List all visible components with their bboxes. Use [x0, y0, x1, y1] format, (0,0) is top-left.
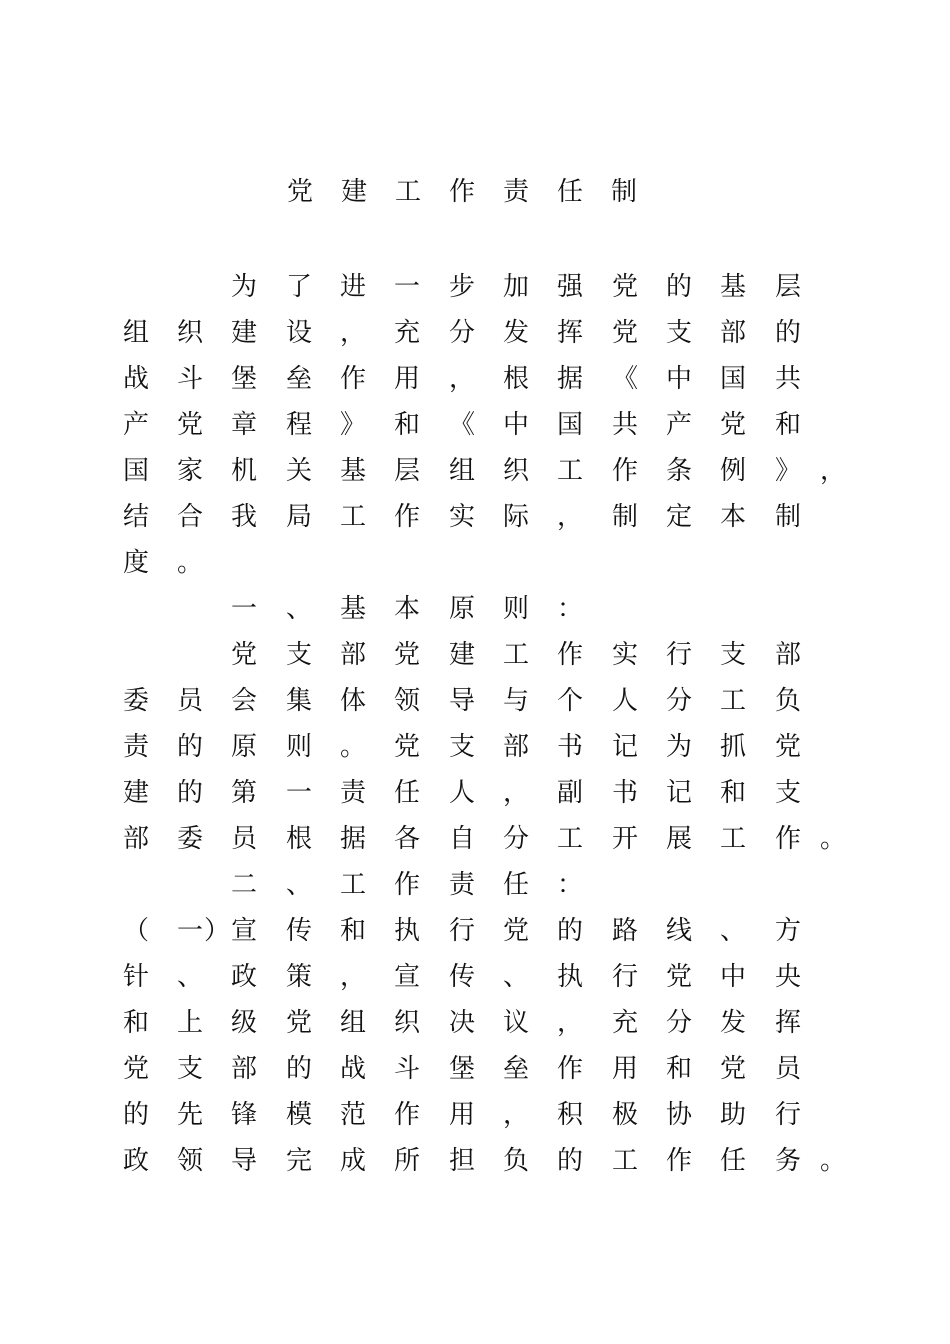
character: 助 — [719, 1100, 746, 1130]
character: 人 — [448, 778, 475, 808]
character: 任 — [719, 1146, 746, 1176]
character: 步 — [448, 272, 475, 302]
character: 个 — [556, 686, 583, 716]
character: 部 — [339, 640, 366, 670]
character: 垒 — [285, 364, 312, 394]
character: 书 — [556, 732, 583, 762]
character: 员 — [176, 686, 203, 716]
character: 织 — [393, 1008, 420, 1038]
character: 作 — [393, 502, 420, 532]
character: 一 — [393, 272, 420, 302]
character: 模 — [285, 1100, 312, 1130]
character: 党 — [502, 916, 529, 946]
character: 则 — [285, 732, 312, 762]
character: 党 — [611, 318, 638, 348]
character: 部 — [230, 1054, 257, 1084]
character: 责 — [339, 778, 366, 808]
character: 执 — [393, 916, 420, 946]
character: 展 — [665, 824, 692, 854]
character: 中 — [665, 364, 692, 394]
character: 宣 — [393, 962, 420, 992]
character: 第 — [230, 778, 257, 808]
character: 分 — [665, 1008, 692, 1038]
character: 的 — [122, 1100, 149, 1130]
character: 原 — [230, 732, 257, 762]
character: 、 — [719, 916, 746, 946]
character: 极 — [611, 1100, 638, 1130]
character: 。 — [176, 548, 203, 578]
character: 党 — [230, 640, 257, 670]
character: 。 — [819, 1146, 846, 1176]
body-line — [0, 264, 950, 310]
character: 斗 — [176, 364, 203, 394]
character: 央 — [774, 962, 801, 992]
character: 发 — [719, 1008, 746, 1038]
character: 的 — [556, 916, 583, 946]
character: 党 — [719, 410, 746, 440]
body-line — [0, 402, 950, 448]
character: 党 — [665, 962, 692, 992]
character: 集 — [285, 686, 312, 716]
character: 的 — [774, 318, 801, 348]
body-line — [0, 448, 950, 494]
character: 作 — [339, 364, 366, 394]
character: 会 — [230, 686, 257, 716]
body-line — [0, 356, 950, 402]
character: 和 — [339, 916, 366, 946]
character: 用 — [393, 364, 420, 394]
character: 产 — [122, 410, 149, 440]
character: 本 — [719, 502, 746, 532]
character: 例 — [719, 456, 746, 486]
character: 记 — [611, 732, 638, 762]
character: 抓 — [719, 732, 746, 762]
character: 传 — [285, 916, 312, 946]
character: 章 — [230, 410, 257, 440]
character: 作 — [611, 456, 638, 486]
character: 的 — [176, 732, 203, 762]
character: 基 — [719, 272, 746, 302]
character: 我 — [230, 502, 257, 532]
character: 路 — [611, 916, 638, 946]
character: 挥 — [556, 318, 583, 348]
character: 决 — [448, 1008, 475, 1038]
character: 部 — [774, 640, 801, 670]
character: 战 — [339, 1054, 366, 1084]
character: 一 — [285, 778, 312, 808]
character: 担 — [448, 1146, 475, 1176]
body-line — [0, 540, 950, 586]
character: 条 — [665, 456, 692, 486]
character: 部 — [502, 732, 529, 762]
character: 自 — [448, 824, 475, 854]
character: 共 — [611, 410, 638, 440]
character: 党 — [719, 1054, 746, 1084]
body-line — [0, 954, 950, 1000]
character: 为 — [230, 272, 257, 302]
character: 发 — [502, 318, 529, 348]
character: 定 — [665, 502, 692, 532]
character: 党 — [122, 1054, 149, 1084]
character: 党 — [774, 732, 801, 762]
character: ， — [556, 1008, 583, 1038]
body-line — [0, 908, 950, 954]
character: 的 — [285, 1054, 312, 1084]
character: 协 — [665, 1100, 692, 1130]
character: 工 — [611, 1146, 638, 1176]
character: 组 — [448, 456, 475, 486]
character: 共 — [774, 364, 801, 394]
character: 、 — [502, 962, 529, 992]
character: 本 — [393, 594, 420, 624]
character: 度 — [122, 548, 149, 578]
character: 的 — [176, 778, 203, 808]
character: 行 — [611, 962, 638, 992]
body-line — [0, 494, 950, 540]
character: 分 — [448, 318, 475, 348]
body-line — [0, 310, 950, 356]
document-title: 党建工作责任制 — [287, 177, 666, 207]
character: 行 — [448, 916, 475, 946]
character: 执 — [556, 962, 583, 992]
character: 强 — [556, 272, 583, 302]
character: 的 — [665, 272, 692, 302]
character: 政 — [122, 1146, 149, 1176]
character: ） — [203, 916, 230, 946]
character: 据 — [339, 824, 366, 854]
character: 组 — [339, 1008, 366, 1038]
body-line — [0, 724, 950, 770]
character: 议 — [502, 1008, 529, 1038]
body-line — [0, 816, 950, 862]
character: 实 — [448, 502, 475, 532]
character: 挥 — [774, 1008, 801, 1038]
character: 针 — [122, 962, 149, 992]
character: 制 — [774, 502, 801, 532]
character: 基 — [339, 594, 366, 624]
character: 党 — [393, 640, 420, 670]
character: 局 — [285, 502, 312, 532]
character: 斗 — [393, 1054, 420, 1084]
character: 组 — [122, 318, 149, 348]
character: 国 — [122, 456, 149, 486]
character: 部 — [719, 318, 746, 348]
character: 织 — [502, 456, 529, 486]
character: 工 — [556, 456, 583, 486]
character: 开 — [611, 824, 638, 854]
character: 加 — [502, 272, 529, 302]
character: 建 — [230, 318, 257, 348]
character: 支 — [285, 640, 312, 670]
character: 中 — [502, 410, 529, 440]
character: 委 — [176, 824, 203, 854]
character: ： — [556, 870, 583, 900]
character: 结 — [122, 502, 149, 532]
character: 员 — [774, 1054, 801, 1084]
character: 作 — [665, 1146, 692, 1176]
character: 建 — [122, 778, 149, 808]
character: ， — [339, 318, 366, 348]
character: 用 — [448, 1100, 475, 1130]
character: 作 — [393, 1100, 420, 1130]
character: 负 — [774, 686, 801, 716]
character: 任 — [393, 778, 420, 808]
body-line — [0, 632, 950, 678]
character: 际 — [502, 502, 529, 532]
character: 堡 — [230, 364, 257, 394]
character: 原 — [448, 594, 475, 624]
body-line — [0, 1092, 950, 1138]
character: 充 — [611, 1008, 638, 1038]
character: 据 — [556, 364, 583, 394]
character: 合 — [176, 502, 203, 532]
character: ， — [819, 456, 846, 486]
character: 范 — [339, 1100, 366, 1130]
character: 支 — [719, 640, 746, 670]
character: 方 — [774, 916, 801, 946]
character: 完 — [285, 1146, 312, 1176]
character: 设 — [285, 318, 312, 348]
character: 成 — [339, 1146, 366, 1176]
character: 关 — [285, 456, 312, 486]
character: 上 — [176, 1008, 203, 1038]
character: 层 — [393, 456, 420, 486]
character: 分 — [665, 686, 692, 716]
character: 工 — [502, 640, 529, 670]
character: 了 — [285, 272, 312, 302]
character: 和 — [719, 778, 746, 808]
character: ， — [502, 1100, 529, 1130]
character: 责 — [122, 732, 149, 762]
body-line — [0, 586, 950, 632]
character: 负 — [502, 1146, 529, 1176]
character: 战 — [122, 364, 149, 394]
character: 国 — [719, 364, 746, 394]
character: 作 — [556, 640, 583, 670]
character: 先 — [176, 1100, 203, 1130]
character: ， — [448, 364, 475, 394]
character: 人 — [611, 686, 638, 716]
character: 支 — [774, 778, 801, 808]
body-line — [0, 1046, 950, 1092]
character: 基 — [339, 456, 366, 486]
character: 支 — [176, 1054, 203, 1084]
character: 堡 — [448, 1054, 475, 1084]
character: 国 — [556, 410, 583, 440]
character: 家 — [176, 456, 203, 486]
character: 领 — [393, 686, 420, 716]
character: 》 — [339, 410, 366, 440]
character: 《 — [611, 364, 638, 394]
character: 责 — [448, 870, 475, 900]
character: 用 — [611, 1054, 638, 1084]
character: 党 — [176, 410, 203, 440]
character: 程 — [285, 410, 312, 440]
character: 支 — [448, 732, 475, 762]
character: 《 — [448, 410, 475, 440]
character: 。 — [339, 732, 366, 762]
character: 、 — [285, 870, 312, 900]
character: 一 — [230, 594, 257, 624]
character: 行 — [774, 1100, 801, 1130]
character: （ — [122, 916, 149, 946]
character: 根 — [502, 364, 529, 394]
character: 》 — [774, 456, 801, 486]
character: 层 — [774, 272, 801, 302]
character: 员 — [230, 824, 257, 854]
character: ， — [556, 502, 583, 532]
character: 的 — [556, 1146, 583, 1176]
character: 和 — [122, 1008, 149, 1038]
character: 工 — [556, 824, 583, 854]
character: 和 — [393, 410, 420, 440]
character: 分 — [502, 824, 529, 854]
character: 部 — [122, 824, 149, 854]
character: 作 — [556, 1054, 583, 1084]
character: 实 — [611, 640, 638, 670]
character: 支 — [665, 318, 692, 348]
character: ， — [339, 962, 366, 992]
body-line — [0, 862, 950, 908]
character: 工 — [339, 502, 366, 532]
character: 导 — [230, 1146, 257, 1176]
character: 策 — [285, 962, 312, 992]
character: 党 — [285, 1008, 312, 1038]
character: 中 — [719, 962, 746, 992]
character: 则 — [502, 594, 529, 624]
character: 导 — [448, 686, 475, 716]
character: 宣 — [230, 916, 257, 946]
character: 任 — [502, 870, 529, 900]
character: 作 — [774, 824, 801, 854]
character: 。 — [819, 824, 846, 854]
character: 制 — [611, 502, 638, 532]
character: 务 — [774, 1146, 801, 1176]
document-body — [0, 264, 950, 1184]
character: 线 — [665, 916, 692, 946]
character: 进 — [339, 272, 366, 302]
character: 体 — [339, 686, 366, 716]
character: 工 — [719, 686, 746, 716]
character: 机 — [230, 456, 257, 486]
character: 党 — [611, 272, 638, 302]
character: ： — [556, 594, 583, 624]
character: 根 — [285, 824, 312, 854]
character: 二 — [230, 870, 257, 900]
character: 副 — [556, 778, 583, 808]
character: 行 — [665, 640, 692, 670]
character: 织 — [176, 318, 203, 348]
character: 充 — [393, 318, 420, 348]
character: 锋 — [230, 1100, 257, 1130]
character: 产 — [665, 410, 692, 440]
character: 记 — [665, 778, 692, 808]
character: 各 — [393, 824, 420, 854]
character: 垒 — [502, 1054, 529, 1084]
character: 工 — [719, 824, 746, 854]
character: ， — [502, 778, 529, 808]
character: 委 — [122, 686, 149, 716]
character: 、 — [285, 594, 312, 624]
character: 建 — [448, 640, 475, 670]
character: 一 — [176, 916, 203, 946]
character: 传 — [448, 962, 475, 992]
character: 与 — [502, 686, 529, 716]
body-line — [0, 678, 950, 724]
body-line — [0, 1138, 950, 1184]
character: 领 — [176, 1146, 203, 1176]
character: 作 — [393, 870, 420, 900]
character: 积 — [556, 1100, 583, 1130]
character: 所 — [393, 1146, 420, 1176]
character: 工 — [339, 870, 366, 900]
body-line — [0, 770, 950, 816]
character: 和 — [665, 1054, 692, 1084]
character: 、 — [176, 962, 203, 992]
character: 为 — [665, 732, 692, 762]
character: 级 — [230, 1008, 257, 1038]
character: 党 — [393, 732, 420, 762]
body-line — [0, 1000, 950, 1046]
character: 书 — [611, 778, 638, 808]
character: 政 — [230, 962, 257, 992]
character: 和 — [774, 410, 801, 440]
